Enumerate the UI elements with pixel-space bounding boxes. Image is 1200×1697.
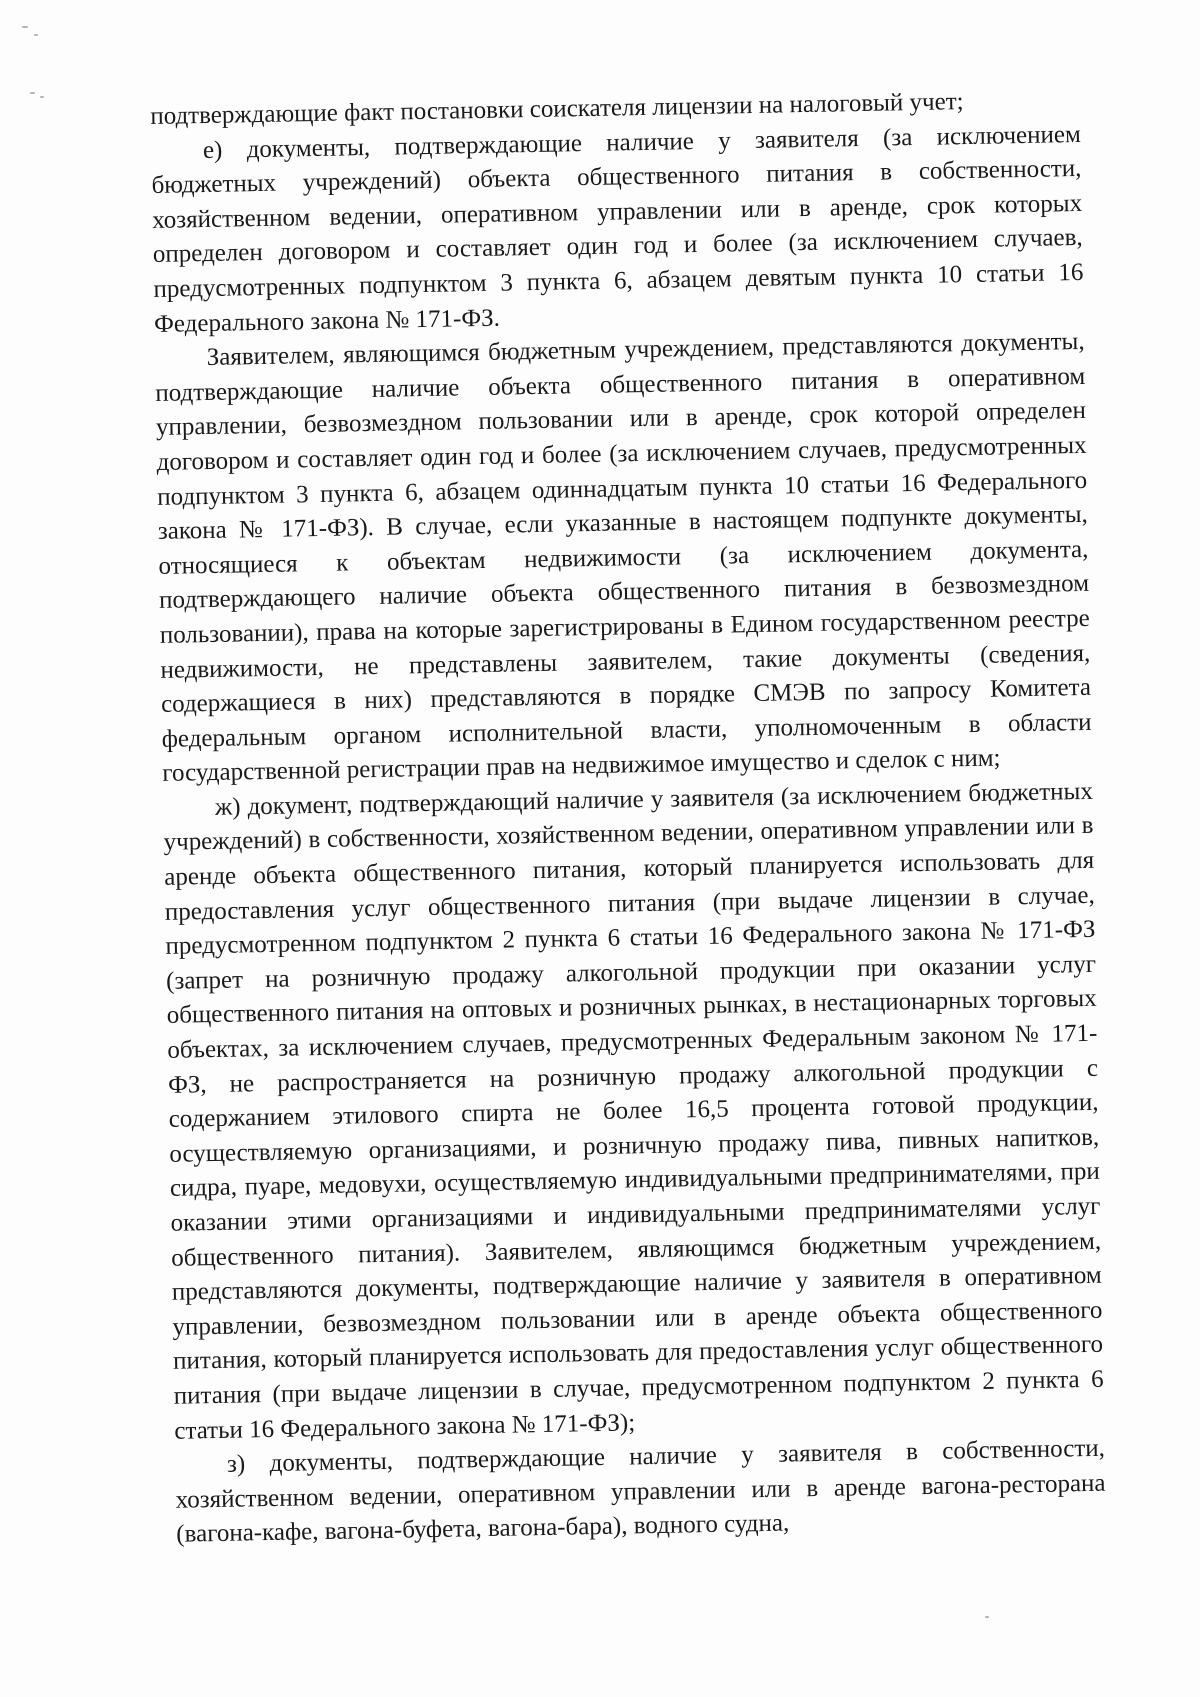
scan-speck xyxy=(985,1616,989,1618)
paragraph-budget-institution: Заявителем, являющимся бюджетным учреждением, представляются документы, подтверждающие наличие объекта общественного питания в оперативном управлении, безвозмездном пользовании или в аренде, срок которой определен договором и составляет один год и более (за исключением случаев, предусмотренных подпунктом 3 пункта 6, абзацем одиннадцатым пункта 10 статьи 16 Федерального закона № 171-ФЗ). В случае, если указанные в настоящем подпункте документы, относящиеся к объектам недвижимости (за исключением документа, подтверждающего наличие объекта общественного питания в безвозмездном пользовании), права на которые зарегистрированы в Едином государственном реестре недвижимости, не представлены заявителем, такие документы (сведения, содержащиеся в них) представляются в порядке СМЭВ по запросу Комитета федеральным органом исполнительной власти, уполномоченным в области государственной регистрации прав на недвижимое имущество и сделок с ним; xyxy=(155,328,1092,788)
scan-speck xyxy=(34,34,38,36)
scan-speck xyxy=(40,96,44,98)
scan-speck xyxy=(22,26,28,28)
paragraph-item-z: з) документы, подтверждающие наличие у заявителя в собственности, хозяйственном ведении, оперативном управлении или в аренде вагона-ресторана (вагона-кафе, вагона-буфета, вагона-бара), водного судна, xyxy=(175,1434,1106,1549)
paragraph-item-e: е) документы, подтверждающие наличие у заявителя (за исключением бюджетных учреждений) объекта общественного питания в собственности, хозяйственном ведении, оперативном управлении или в аренде, срок которых определен договором и составляет один год и более (за исключением случаев, предусмотренных подпунктом 3 пункта 6, абзацем девятым пункта 10 статьи 16 Федерального закона № 171-ФЗ. xyxy=(151,120,1084,338)
document-body xyxy=(150,83,1106,1553)
scan-speck xyxy=(30,92,35,94)
paragraph-continuation: подтверждающие факт постановки соискателя лицензии на налоговый учет; xyxy=(150,88,964,130)
paragraph-item-zh: ж) документ, подтверждающий наличие у заявителя (за исключением бюджетных учреждений) в собственности, хозяйственном ведении, оперативном управлении или в аренде объекта общественного питания, который планируется использовать для предоставления услуг общественного питания (при выдаче лицензии в случае, предусмотренном подпунктом 2 пункта 6 статьи 16 Федерального закона № 171-ФЗ (запрет на розничную продажу алкогольной продукции при оказании услуг общественного питания на оптовых и розничных рынках, в нестационарных торговых объектах, за исключением случаев, предусмотренных Федеральным законом № 171-ФЗ, не распространяется на розничную продажу алкогольной продукции с содержанием этилового спирта не более 16,5 процента готовой продукции, осуществляемую организациями, и розничную продажу пива, пивных напитков, сидра, пуаре, медовухи, осуществляемую индивидуальными предпринимателями, при оказании этими организациями и индивидуальными предпринимателями услуг общественного питания). Заявителем, являющимся бюджетным учреждением, представляются документы, подтверждающие наличие у заявителя в оперативном управлении, безвозмездном пользовании или в аренде объекта общественного питания, который планируется использовать для предоставления услуг общественного питания (при выдаче лицензии в случае, предусмотренном подпунктом 2 пункта 6 статьи 16 Федерального закона № 171-ФЗ); xyxy=(163,777,1104,1445)
